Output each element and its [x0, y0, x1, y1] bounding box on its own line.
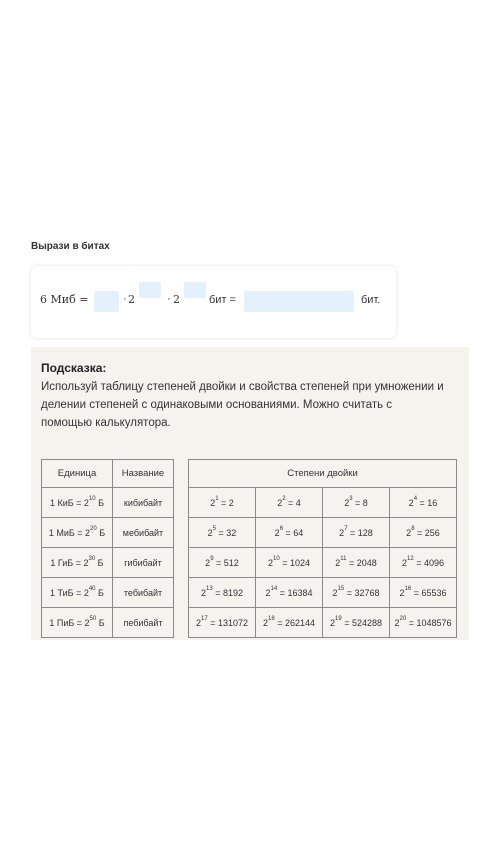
unit-name-cell: пебибайт — [113, 608, 174, 638]
power-cell: $2^{16} = 65536$ — [390, 578, 457, 608]
units-row — [42, 608, 174, 638]
unit-cell: 1 ГиБ = $2^{30}$ Б — [42, 548, 113, 578]
units-row — [42, 578, 174, 608]
power-cell: $2^4 = 16$ — [390, 488, 457, 518]
power-cell: $2^8 = 256$ — [390, 518, 457, 548]
power-cell: $2^5 = 32$ — [189, 518, 256, 548]
powers-row — [189, 608, 457, 638]
hint-text: Используй таблицу степеней двойки и свойства степеней при умножении и делении степеней с одинаковыми основаниями. Можно считать с помощью калькулятора. — [41, 381, 444, 429]
base-two-2: 2 — [173, 293, 180, 306]
power-cell: $2^6 = 64$ — [256, 518, 323, 548]
hint-title: Подсказка: — [41, 361, 107, 375]
exponent-input-2[interactable] — [184, 282, 206, 298]
powers-row — [189, 548, 457, 578]
units-table — [41, 459, 174, 638]
power-cell: $2^1 = 2$ — [189, 488, 256, 518]
units-header-name: Название — [113, 460, 174, 488]
unit-cell: 1 МиБ = $2^{20}$ Б — [42, 518, 113, 548]
power-cell: $2^{10} = 1024$ — [256, 548, 323, 578]
power-cell: $2^9 = 512$ — [189, 548, 256, 578]
powers-header: Степени двойки — [189, 460, 457, 488]
multiply-sign-2: · — [167, 293, 171, 305]
unit-name-cell: кибибайт — [113, 488, 174, 518]
units-row — [42, 488, 174, 518]
unit-name-cell: тебибайт — [113, 578, 174, 608]
units-row — [42, 548, 174, 578]
task-title: Вырази в битах — [31, 241, 110, 252]
unit-cell: 1 ТиБ = $2^{40}$ Б — [42, 578, 113, 608]
power-cell: $2^{18} = 262144$ — [256, 608, 323, 638]
power-cell: $2^{19} = 524288$ — [323, 608, 390, 638]
exponent-input-1[interactable] — [139, 282, 161, 298]
power-cell: $2^{20} = 1048576$ — [390, 608, 457, 638]
unit-name-cell: гибибайт — [113, 548, 174, 578]
result-input[interactable] — [244, 291, 354, 312]
power-cell: $2^{12} = 4096$ — [390, 548, 457, 578]
power-cell: $2^{15} = 32768$ — [323, 578, 390, 608]
hint-panel — [31, 347, 469, 640]
answer-card — [31, 266, 396, 338]
equals-bits-label: бит = — [209, 294, 236, 306]
unit-name-cell: мебибайт — [113, 518, 174, 548]
power-cell: $2^{17} = 131072$ — [189, 608, 256, 638]
unit-cell: 1 ПиБ = $2^{50}$ Б — [42, 608, 113, 638]
powers-row — [189, 518, 457, 548]
power-cell: $2^7 = 128$ — [323, 518, 390, 548]
power-cell: $2^{11} = 2048$ — [323, 548, 390, 578]
powers-row — [189, 488, 457, 518]
power-cell: $2^2 = 4$ — [256, 488, 323, 518]
power-cell: $2^{14} = 16384$ — [256, 578, 323, 608]
powers-row — [189, 578, 457, 608]
coefficient-input[interactable] — [94, 291, 119, 312]
equation-lhs: 6 Миб = — [40, 293, 89, 306]
result-unit-label: бит. — [361, 294, 381, 306]
base-two-1: 2 — [128, 293, 135, 306]
unit-cell: 1 КиБ = $2^{10}$ Б — [42, 488, 113, 518]
power-cell: $2^{13} = 8192$ — [189, 578, 256, 608]
units-row — [42, 518, 174, 548]
units-header-unit: Единица — [42, 460, 113, 488]
powers-table — [188, 459, 457, 638]
power-cell: $2^3 = 8$ — [323, 488, 390, 518]
multiply-sign-1: · — [123, 293, 127, 305]
